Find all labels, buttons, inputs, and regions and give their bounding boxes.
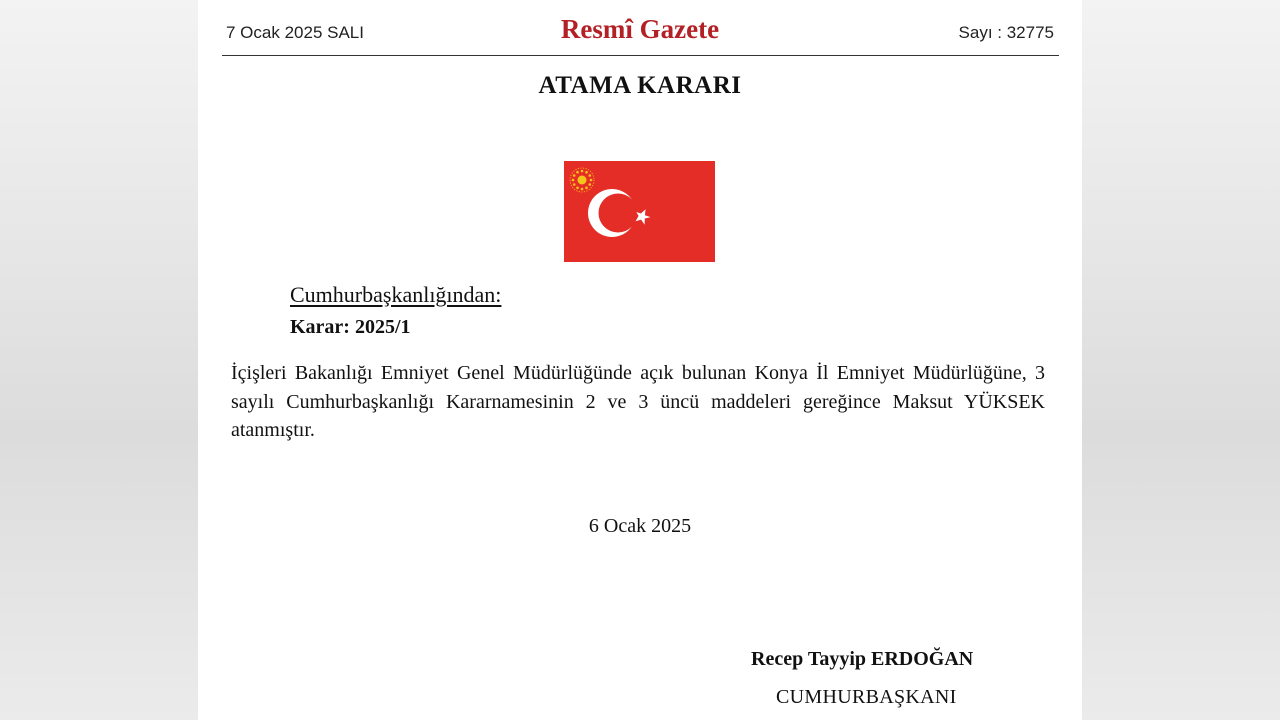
gazette-page: [198, 0, 1082, 720]
issuing-authority: Cumhurbaşkanlığından:: [290, 282, 502, 307]
document-title: ATAMA KARARI: [538, 72, 742, 99]
gazette-title: Resmî Gazete: [560, 14, 720, 44]
decision-date: 6 Ocak 2025: [588, 515, 692, 537]
right-background: [1082, 0, 1280, 720]
left-background: [0, 0, 198, 720]
issue-number: Sayı : 32775: [958, 23, 1054, 42]
header-divider: [222, 55, 1059, 56]
signer-name: Recep Tayyip ERDOĞAN: [751, 648, 974, 670]
presidential-flag-icon: [564, 161, 715, 262]
decision-number: Karar: 2025/1: [290, 316, 411, 338]
signer-title: CUMHURBAŞKANI: [776, 686, 957, 708]
header-date: 7 Ocak 2025 SALI: [226, 23, 364, 42]
decision-body: İçişleri Bakanlığı Emniyet Genel Müdürlüğünde açık bulunan Konya İl Emniyet Müdürlüğüne, 3 sayılı Cumhurbaşkanlığı Kararnamesinin 2 ve 3 üncü maddeleri gereğince Maksut YÜKSEK atanmıştır.: [231, 362, 1045, 441]
